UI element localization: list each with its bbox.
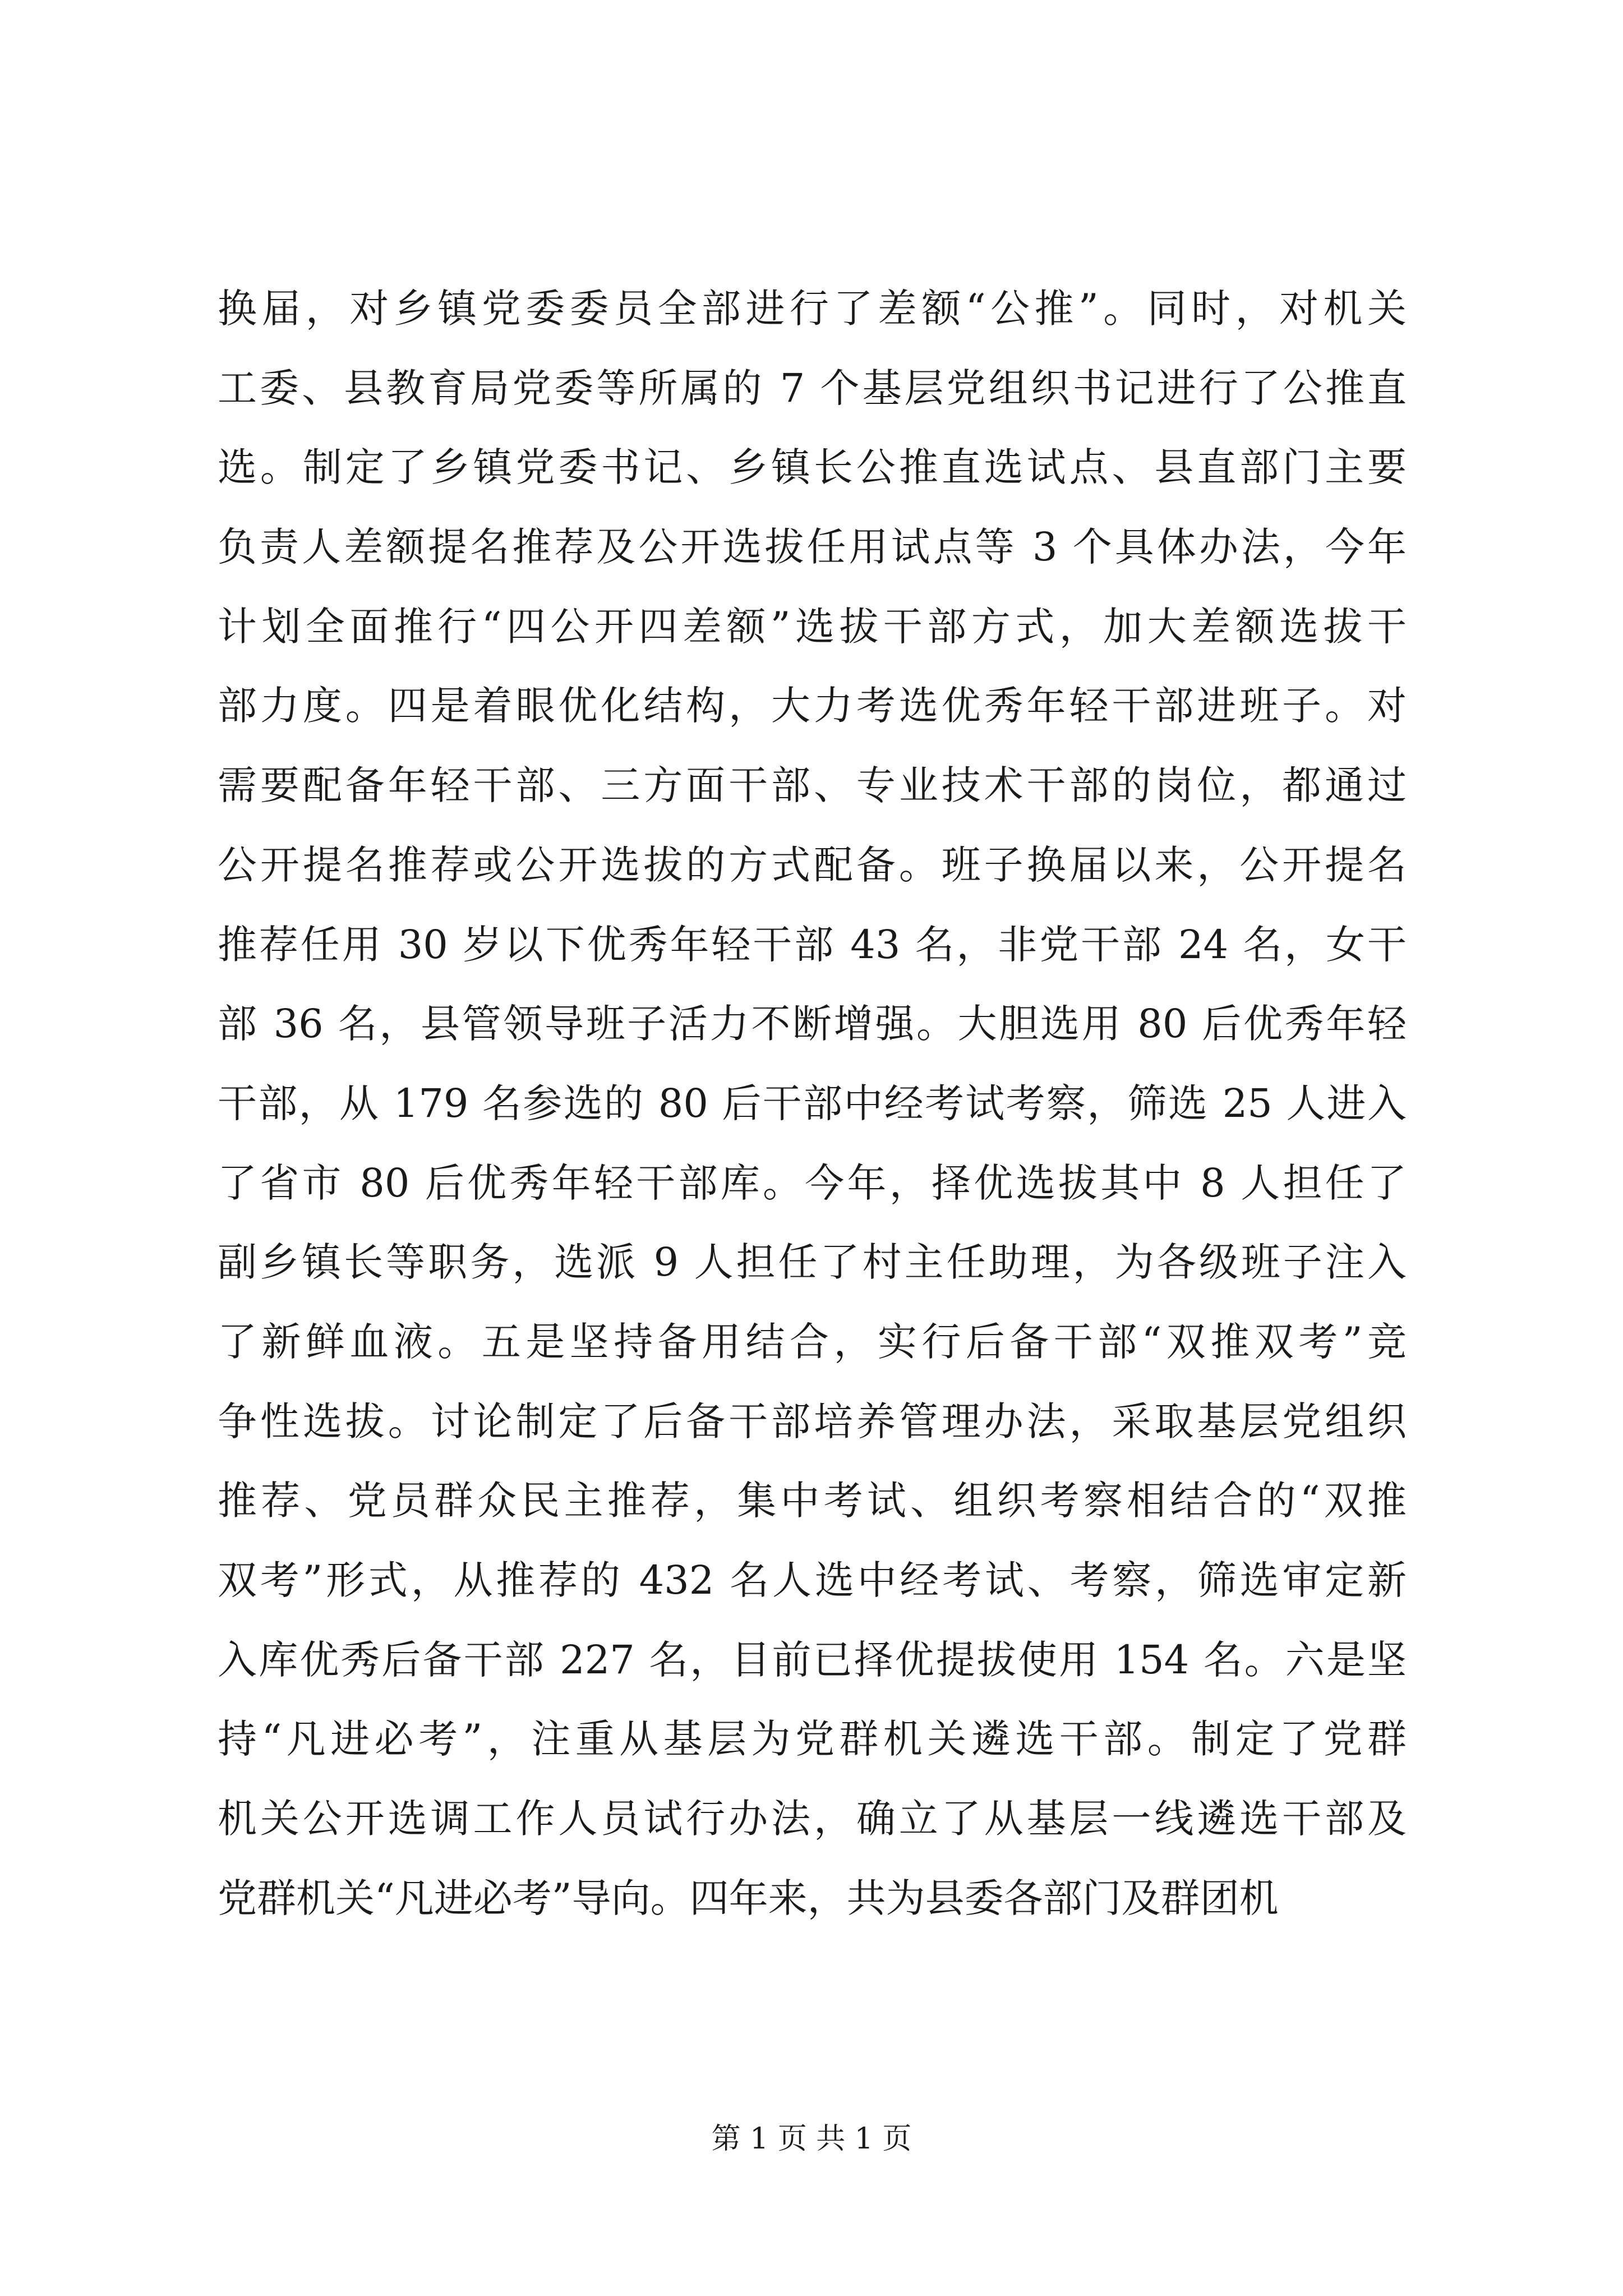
text-line-10: 部 36 名，县管领导班子活力不断增强。大胆选用 80 后优秀年轻 — [218, 1001, 1407, 1047]
text-line-14: 了新鲜血液。五是坚持备用结合，实行后备干部“双推双考”竞 — [218, 1318, 1407, 1365]
text-line-17: 双考”形式，从推荐的 432 名人选中经考试、考察，筛选审定新 — [218, 1557, 1407, 1603]
page-footer: 第 1 页 共 1 页 — [711, 2122, 912, 2156]
text-line-18: 入库优秀后备干部 227 名，目前已择优提拔使用 154 名。六是坚 — [218, 1636, 1407, 1683]
text-line-20: 机关公开选调工作人员试行办法，确立了从基层一线遴选干部及 — [218, 1796, 1407, 1842]
text-line-4: 负责人差额提名推荐及公开选拔任用试点等 3 个具体办法，今年 — [218, 524, 1407, 570]
text-line-8: 公开提名推荐或公开选拔的方式配备。班子换届以来，公开提名 — [218, 841, 1407, 888]
text-line-12: 了省市 80 后优秀年轻干部库。今年，择优选拔其中 8 人担任了 — [218, 1159, 1407, 1206]
text-line-3: 选。制定了乡镇党委书记、乡镇长公推直选试点、县直部门主要 — [218, 444, 1407, 491]
text-line-21: 党群机关“凡进必考”导向。四年来，共为县委各部门及群团机 — [218, 1875, 1279, 1921]
text-line-5: 计划全面推行“四公开四差额”选拔干部方式，加大差额选拔干 — [218, 603, 1407, 650]
text-line-9: 推荐任用 30 岁以下优秀年轻干部 43 名，非党干部 24 名，女干 — [218, 921, 1407, 968]
body-text — [218, 269, 1407, 1938]
text-line-19: 持“凡进必考”，注重从基层为党群机关遴选干部。制定了党群 — [218, 1716, 1407, 1763]
text-line-11: 干部，从 179 名参选的 80 后干部中经考试考察，筛选 25 人进入 — [218, 1080, 1407, 1126]
text-line-7: 需要配备年轻干部、三方面干部、专业技术干部的岗位，都通过 — [218, 762, 1407, 809]
text-line-15: 争性选拔。讨论制定了后备干部培养管理办法，采取基层党组织 — [218, 1398, 1407, 1444]
text-line-6: 部力度。四是着眼优化结构，大力考选优秀年轻干部进班子。对 — [218, 683, 1407, 729]
text-line-1: 换届，对乡镇党委委员全部进行了差额“公推”。同时，对机关 — [218, 286, 1407, 332]
text-line-16: 推荐、党员群众民主推荐，集中考试、组织考察相结合的“双推 — [218, 1478, 1407, 1524]
text-line-2: 工委、县教育局党委等所属的 7 个基层党组织书记进行了公推直 — [218, 365, 1407, 411]
text-line-13: 副乡镇长等职务，选派 9 人担任了村主任助理，为各级班子注入 — [218, 1239, 1407, 1286]
